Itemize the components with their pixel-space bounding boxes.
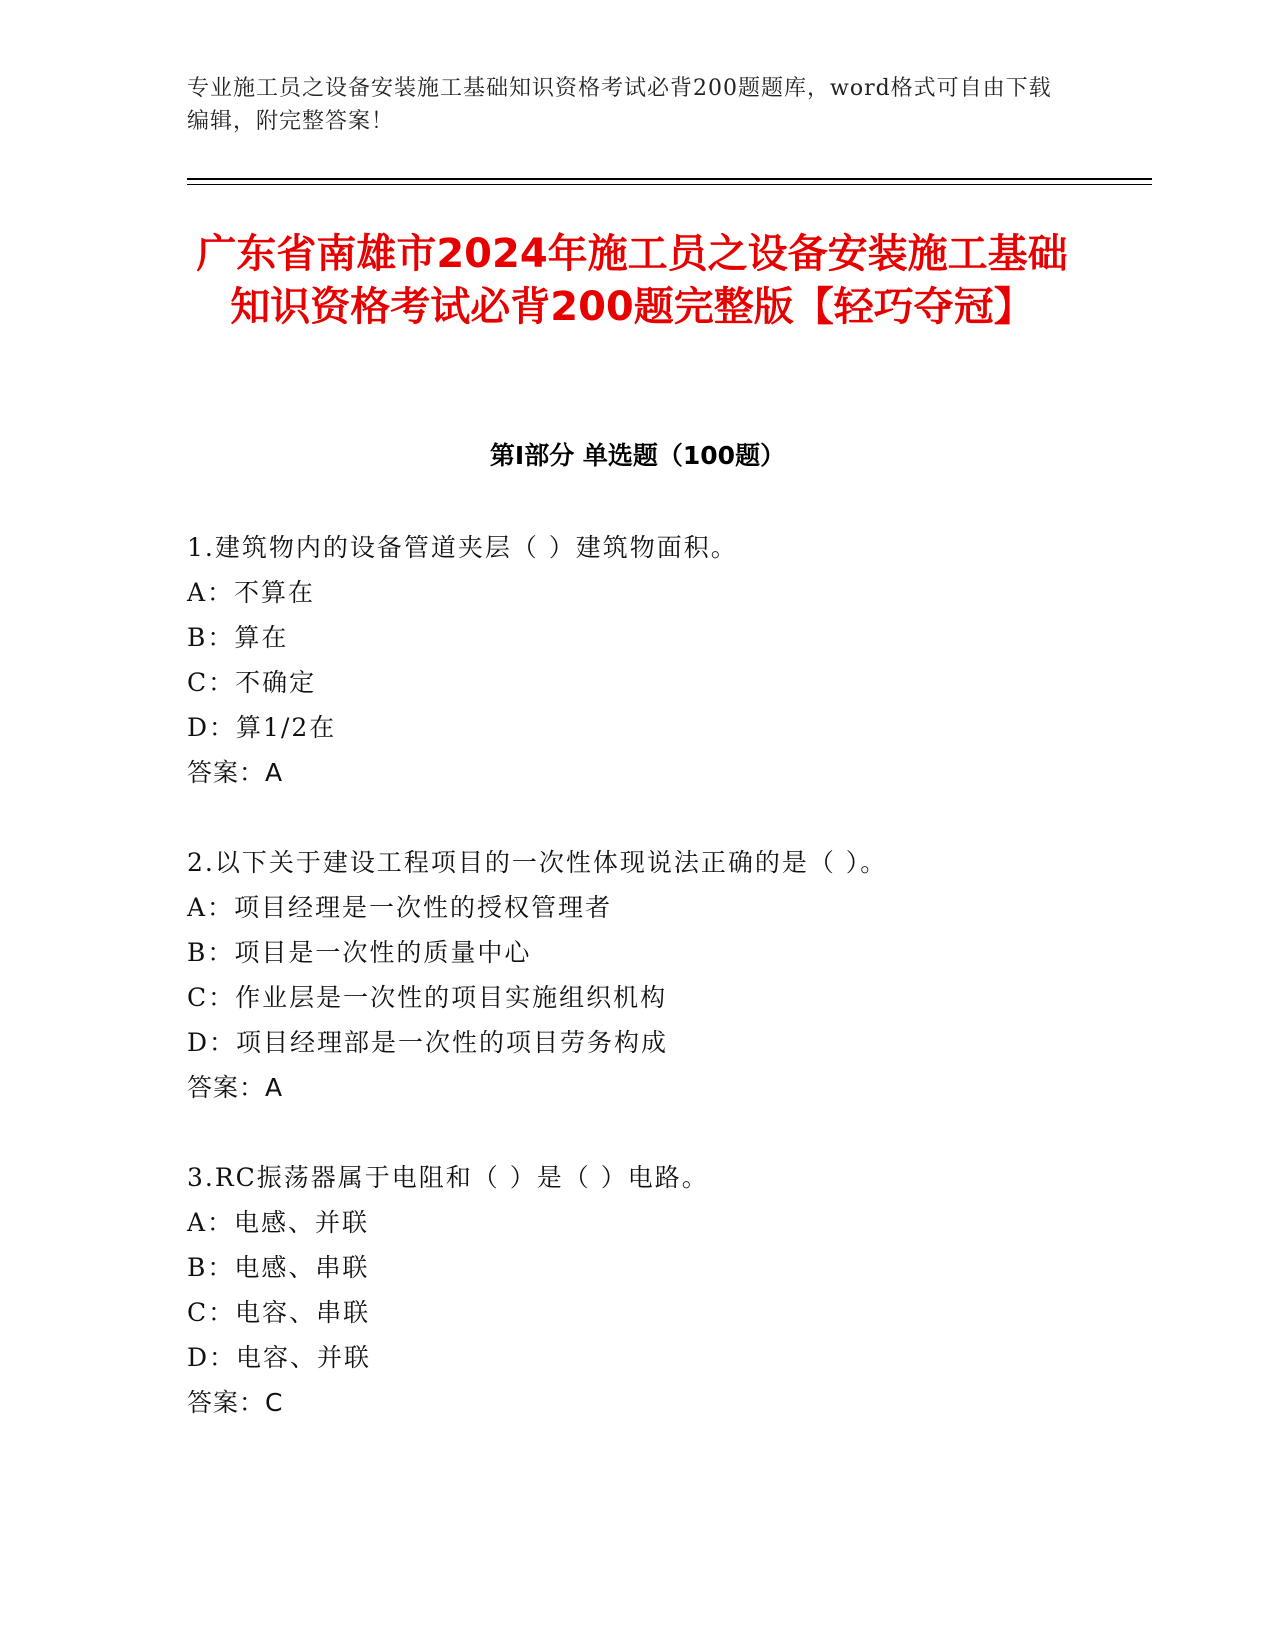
question-spacer	[187, 795, 1087, 840]
option-c: C：不确定	[187, 668, 317, 697]
option-c: C：电容、串联	[187, 1298, 371, 1327]
header-note: 专业施工员之设备安装施工基础知识资格考试必背200题题库，word格式可自由下载编辑，附完整答案！	[187, 76, 1052, 134]
option-a: A：不算在	[187, 578, 316, 607]
option-c: C：作业层是一次性的项目实施组织机构	[187, 983, 668, 1012]
question-spacer	[187, 1110, 1087, 1155]
answer-line: 答案：A	[187, 758, 284, 787]
option-b: B：电感、串联	[187, 1253, 370, 1282]
document-title: 广东省南雄市2024年施工员之设备安装施工基础知识资格考试必背200题完整版【轻巧夺冠】	[196, 231, 1068, 330]
option-d: D：项目经理部是一次性的项目劳务构成	[187, 1028, 669, 1057]
option-d: D：电容、并联	[187, 1343, 372, 1372]
question-3	[187, 1155, 1087, 1425]
question-stem: 3.RC振荡器属于电阻和（ ）是（ ）电路。	[187, 1163, 709, 1192]
option-b: B：项目是一次性的质量中心	[187, 938, 532, 967]
answer-line: 答案：A	[187, 1073, 284, 1102]
option-a: A：项目经理是一次性的授权管理者	[187, 893, 613, 922]
answer-line: 答案：C	[187, 1388, 284, 1417]
question-list	[187, 525, 1087, 1425]
question-1	[187, 525, 1087, 795]
option-d: D：算1/2在	[187, 713, 337, 742]
question-2	[187, 840, 1087, 1110]
header-divider-thick	[187, 178, 1152, 180]
header-divider-thin	[187, 184, 1152, 185]
question-stem: 1.建筑物内的设备管道夹层（ ）建筑物面积。	[187, 533, 738, 562]
option-b: B：算在	[187, 623, 289, 652]
section-title: 第I部分 单选题（100题）	[489, 441, 786, 470]
option-a: A：电感、并联	[187, 1208, 370, 1237]
question-stem: 2.以下关于建设工程项目的一次性体现说法正确的是（ ）。	[187, 848, 888, 877]
